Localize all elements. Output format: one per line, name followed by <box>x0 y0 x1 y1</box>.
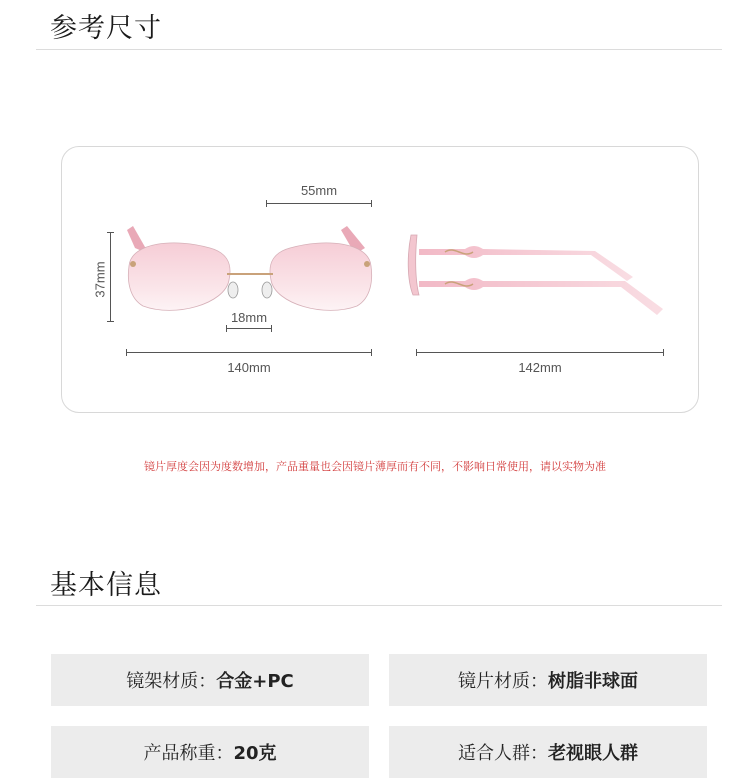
frame-material-box <box>51 654 369 706</box>
frame-width-dimension-line <box>126 352 372 353</box>
size-section-divider <box>36 49 722 50</box>
glasses-front-view-image <box>115 218 385 318</box>
temple-length-label: 142mm <box>518 360 562 375</box>
lens-height-dimension-line <box>110 232 111 322</box>
thickness-disclaimer-note: 镜片厚度会因为度数增加，产品重量也会因镜片薄厚而有不同，不影响日常使用，请以实物为准 <box>144 460 606 473</box>
lens-material-label: 镜片材质： <box>458 671 548 692</box>
lens-width-dimension-line <box>266 203 372 204</box>
info-section-divider <box>36 605 722 606</box>
lens-material-box <box>389 654 707 706</box>
info-section-title: 基本信息 <box>50 570 162 601</box>
lens-material-value: 树脂非球面 <box>548 671 638 692</box>
product-weight-box <box>51 726 369 778</box>
glasses-side-view-image <box>405 225 670 325</box>
bridge-dimension-line <box>226 328 272 329</box>
target-users-value: 老视眼人群 <box>548 743 638 764</box>
size-section-title: 参考尺寸 <box>50 13 162 44</box>
lens-height-label: 37mm <box>92 261 108 298</box>
product-weight-label: 产品称重： <box>143 743 234 764</box>
target-users-box <box>389 726 707 778</box>
frame-material-label: 镜架材质： <box>126 671 217 692</box>
lens-width-label: 55mm <box>300 183 338 198</box>
frame-material-value: 合金+PC <box>216 671 294 692</box>
temple-length-dimension-line <box>416 352 664 353</box>
frame-width-label: 140mm <box>227 360 271 375</box>
bridge-label: 18mm <box>230 310 268 325</box>
target-users-label: 适合人群： <box>458 743 548 764</box>
product-weight-value: 20克 <box>233 743 277 764</box>
